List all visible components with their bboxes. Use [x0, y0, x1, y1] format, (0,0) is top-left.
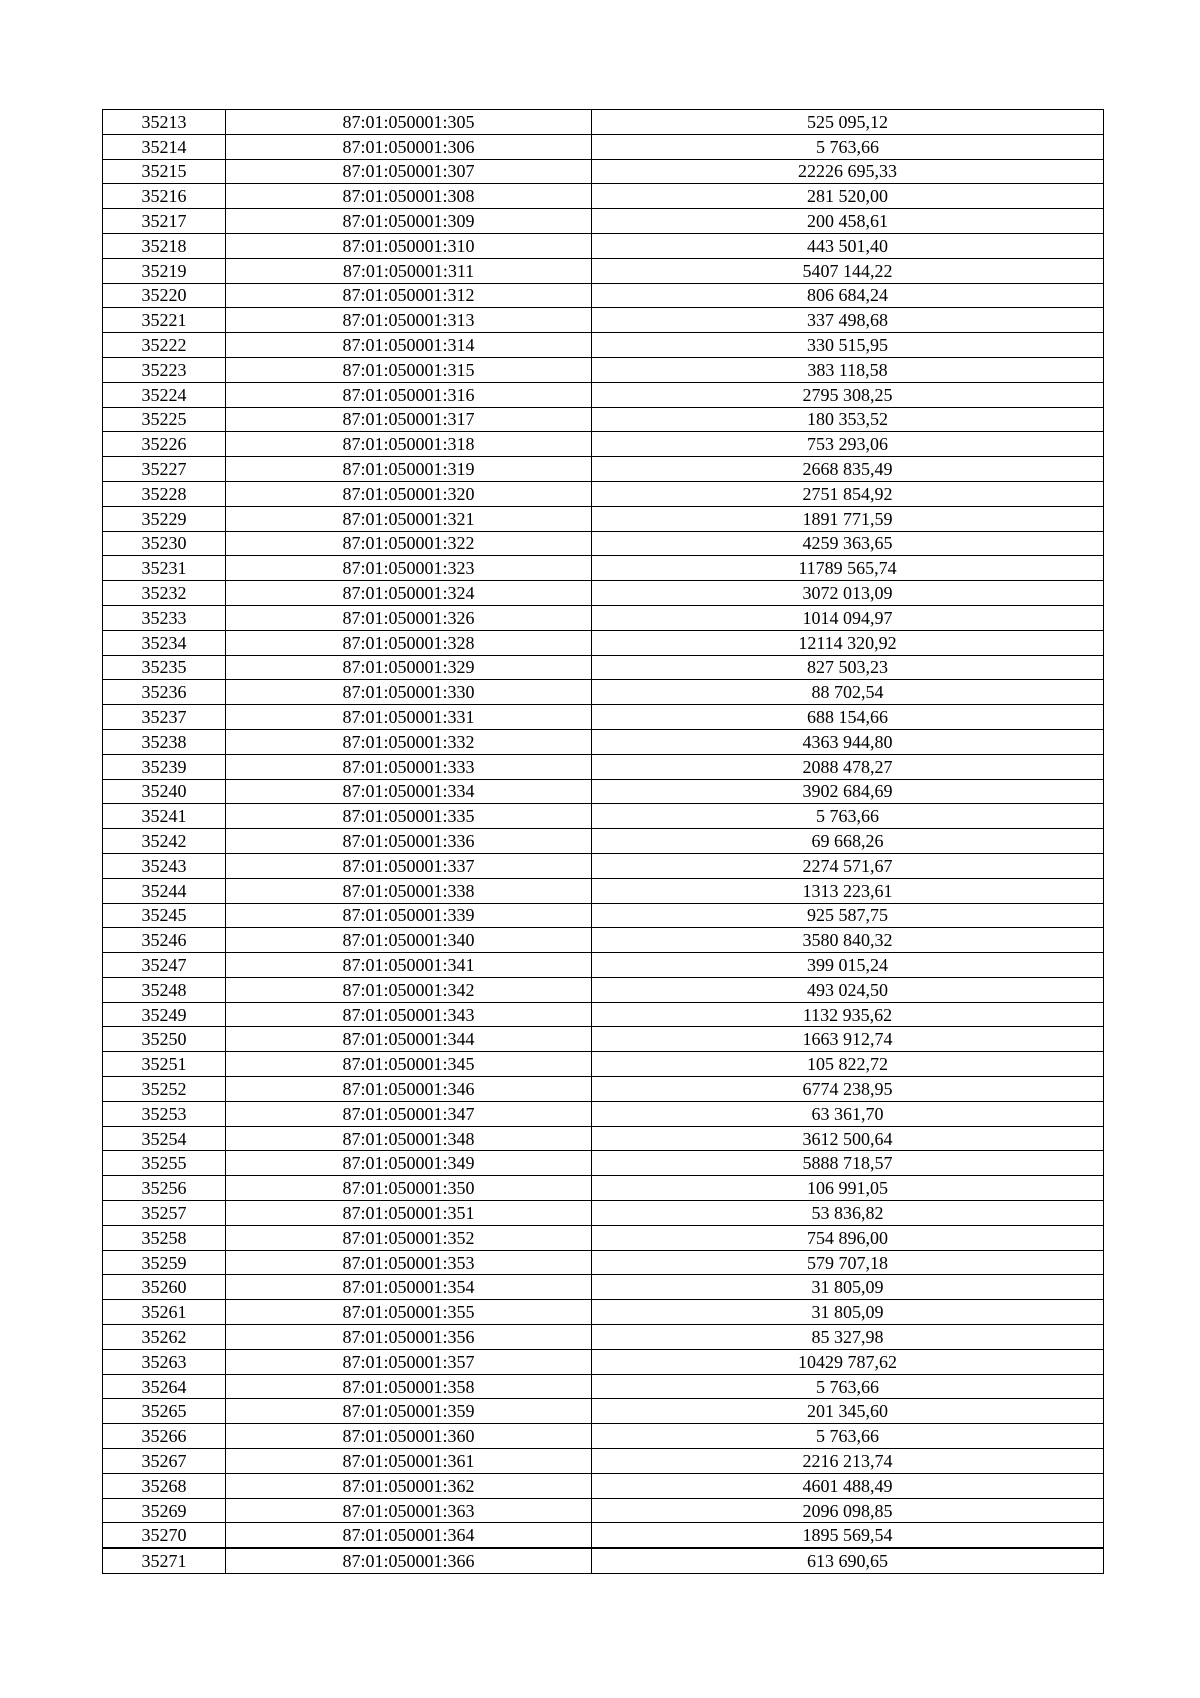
table-row — [103, 655, 1104, 680]
table-row — [103, 1052, 1104, 1077]
cadastral-value-cell: 12114 320,92 — [592, 630, 1104, 655]
table-row — [103, 1449, 1104, 1474]
cadastral-value-cell: 88 702,54 — [592, 680, 1104, 705]
row-number-cell: 35270 — [103, 1523, 226, 1548]
table-row — [103, 1201, 1104, 1226]
cadastral-number-cell: 87:01:050001:319 — [226, 457, 592, 482]
row-number-cell: 35223 — [103, 357, 226, 382]
cadastral-value-cell: 3072 013,09 — [592, 581, 1104, 606]
table-row — [103, 258, 1104, 283]
cadastral-value-cell: 1663 912,74 — [592, 1027, 1104, 1052]
row-number-cell: 35218 — [103, 233, 226, 258]
table-row — [103, 283, 1104, 308]
table-row — [103, 605, 1104, 630]
cadastral-number-cell: 87:01:050001:318 — [226, 432, 592, 457]
cadastral-number-cell: 87:01:050001:310 — [226, 233, 592, 258]
row-number-cell: 35232 — [103, 581, 226, 606]
row-number-cell: 35246 — [103, 928, 226, 953]
table-row — [103, 134, 1104, 159]
cadastral-number-cell: 87:01:050001:331 — [226, 705, 592, 730]
cadastral-number-cell: 87:01:050001:363 — [226, 1498, 592, 1523]
cadastral-number-cell: 87:01:050001:317 — [226, 407, 592, 432]
cadastral-number-cell: 87:01:050001:313 — [226, 308, 592, 333]
cadastral-number-cell: 87:01:050001:344 — [226, 1027, 592, 1052]
row-number-cell: 35234 — [103, 630, 226, 655]
cadastral-number-cell: 87:01:050001:350 — [226, 1176, 592, 1201]
cadastral-number-cell: 87:01:050001:362 — [226, 1473, 592, 1498]
cadastral-value-cell: 688 154,66 — [592, 705, 1104, 730]
table-row — [103, 1424, 1104, 1449]
cadastral-value-cell: 5 763,66 — [592, 1424, 1104, 1449]
cadastral-value-cell: 63 361,70 — [592, 1101, 1104, 1126]
cadastral-value-cell: 201 345,60 — [592, 1399, 1104, 1424]
row-number-cell: 35240 — [103, 779, 226, 804]
cadastral-number-cell: 87:01:050001:343 — [226, 1002, 592, 1027]
cadastral-value-cell: 281 520,00 — [592, 184, 1104, 209]
cadastral-value-cell: 200 458,61 — [592, 209, 1104, 234]
table-row — [103, 1126, 1104, 1151]
row-number-cell: 35251 — [103, 1052, 226, 1077]
table-row — [103, 779, 1104, 804]
table-row — [103, 1325, 1104, 1350]
cadastral-value-cell: 105 822,72 — [592, 1052, 1104, 1077]
cadastral-value-table — [102, 109, 1104, 1574]
row-number-cell: 35220 — [103, 283, 226, 308]
cadastral-number-cell: 87:01:050001:328 — [226, 630, 592, 655]
row-number-cell: 35224 — [103, 382, 226, 407]
cadastral-value-cell: 525 095,12 — [592, 110, 1104, 135]
row-number-cell: 35228 — [103, 481, 226, 506]
row-number-cell: 35257 — [103, 1201, 226, 1226]
table-row — [103, 680, 1104, 705]
table-row — [103, 556, 1104, 581]
cadastral-number-cell: 87:01:050001:342 — [226, 977, 592, 1002]
cadastral-number-cell: 87:01:050001:315 — [226, 357, 592, 382]
cadastral-value-cell: 2096 098,85 — [592, 1498, 1104, 1523]
row-number-cell: 35261 — [103, 1300, 226, 1325]
row-number-cell: 35269 — [103, 1498, 226, 1523]
row-number-cell: 35230 — [103, 531, 226, 556]
cadastral-number-cell: 87:01:050001:309 — [226, 209, 592, 234]
row-number-cell: 35263 — [103, 1349, 226, 1374]
cadastral-value-cell: 6774 238,95 — [592, 1077, 1104, 1102]
row-number-cell: 35244 — [103, 878, 226, 903]
cadastral-number-cell: 87:01:050001:361 — [226, 1449, 592, 1474]
table-row — [103, 333, 1104, 358]
row-number-cell: 35266 — [103, 1424, 226, 1449]
cadastral-number-cell: 87:01:050001:337 — [226, 853, 592, 878]
cadastral-number-cell: 87:01:050001:305 — [226, 110, 592, 135]
cadastral-value-cell: 383 118,58 — [592, 357, 1104, 382]
cadastral-number-cell: 87:01:050001:314 — [226, 333, 592, 358]
table-row — [103, 804, 1104, 829]
table-row — [103, 159, 1104, 184]
cadastral-number-cell: 87:01:050001:306 — [226, 134, 592, 159]
table-row — [103, 531, 1104, 556]
row-number-cell: 35249 — [103, 1002, 226, 1027]
row-number-cell: 35256 — [103, 1176, 226, 1201]
table-row — [103, 1349, 1104, 1374]
cadastral-value-cell: 31 805,09 — [592, 1275, 1104, 1300]
cadastral-number-cell: 87:01:050001:352 — [226, 1225, 592, 1250]
cadastral-value-cell: 827 503,23 — [592, 655, 1104, 680]
row-number-cell: 35265 — [103, 1399, 226, 1424]
row-number-cell: 35250 — [103, 1027, 226, 1052]
row-number-cell: 35239 — [103, 754, 226, 779]
cadastral-number-cell: 87:01:050001:348 — [226, 1126, 592, 1151]
table-row — [103, 432, 1104, 457]
cadastral-value-cell: 31 805,09 — [592, 1300, 1104, 1325]
cadastral-value-cell: 753 293,06 — [592, 432, 1104, 457]
table-row — [103, 1523, 1104, 1548]
cadastral-number-cell: 87:01:050001:360 — [226, 1424, 592, 1449]
row-number-cell: 35231 — [103, 556, 226, 581]
table-row — [103, 1225, 1104, 1250]
cadastral-number-cell: 87:01:050001:349 — [226, 1151, 592, 1176]
row-number-cell: 35253 — [103, 1101, 226, 1126]
cadastral-number-cell: 87:01:050001:366 — [226, 1548, 592, 1573]
row-number-cell: 35258 — [103, 1225, 226, 1250]
table-row — [103, 878, 1104, 903]
cadastral-number-cell: 87:01:050001:320 — [226, 481, 592, 506]
table-row — [103, 705, 1104, 730]
cadastral-number-cell: 87:01:050001:338 — [226, 878, 592, 903]
cadastral-number-cell: 87:01:050001:340 — [226, 928, 592, 953]
cadastral-value-cell: 2216 213,74 — [592, 1449, 1104, 1474]
table-row — [103, 853, 1104, 878]
cadastral-value-cell: 5 763,66 — [592, 134, 1104, 159]
cadastral-value-cell: 4363 944,80 — [592, 729, 1104, 754]
cadastral-number-cell: 87:01:050001:333 — [226, 754, 592, 779]
table-row — [103, 1101, 1104, 1126]
cadastral-number-cell: 87:01:050001:321 — [226, 506, 592, 531]
table-row — [103, 829, 1104, 854]
table-row — [103, 581, 1104, 606]
cadastral-number-cell: 87:01:050001:335 — [226, 804, 592, 829]
cadastral-number-cell: 87:01:050001:329 — [226, 655, 592, 680]
cadastral-value-cell: 613 690,65 — [592, 1548, 1104, 1573]
table-row — [103, 1002, 1104, 1027]
cadastral-value-cell: 5 763,66 — [592, 1374, 1104, 1399]
cadastral-number-cell: 87:01:050001:326 — [226, 605, 592, 630]
cadastral-number-cell: 87:01:050001:356 — [226, 1325, 592, 1350]
cadastral-value-cell: 5407 144,22 — [592, 258, 1104, 283]
cadastral-value-cell: 754 896,00 — [592, 1225, 1104, 1250]
row-number-cell: 35245 — [103, 903, 226, 928]
table-row — [103, 382, 1104, 407]
cadastral-value-cell: 180 353,52 — [592, 407, 1104, 432]
cadastral-number-cell: 87:01:050001:355 — [226, 1300, 592, 1325]
row-number-cell: 35214 — [103, 134, 226, 159]
cadastral-number-cell: 87:01:050001:332 — [226, 729, 592, 754]
row-number-cell: 35268 — [103, 1473, 226, 1498]
row-number-cell: 35254 — [103, 1126, 226, 1151]
cadastral-value-cell: 1132 935,62 — [592, 1002, 1104, 1027]
table-row — [103, 1399, 1104, 1424]
table-row — [103, 729, 1104, 754]
cadastral-value-cell: 3902 684,69 — [592, 779, 1104, 804]
cadastral-number-cell: 87:01:050001:353 — [226, 1250, 592, 1275]
cadastral-value-cell: 2274 571,67 — [592, 853, 1104, 878]
row-number-cell: 35215 — [103, 159, 226, 184]
cadastral-number-cell: 87:01:050001:312 — [226, 283, 592, 308]
table-row — [103, 481, 1104, 506]
table-row — [103, 457, 1104, 482]
row-number-cell: 35217 — [103, 209, 226, 234]
table-row — [103, 407, 1104, 432]
cadastral-value-cell: 106 991,05 — [592, 1176, 1104, 1201]
row-number-cell: 35237 — [103, 705, 226, 730]
table-row — [103, 1275, 1104, 1300]
cadastral-value-cell: 1891 771,59 — [592, 506, 1104, 531]
row-number-cell: 35271 — [103, 1548, 226, 1573]
row-number-cell: 35259 — [103, 1250, 226, 1275]
table-row — [103, 1498, 1104, 1523]
cadastral-value-cell: 4259 363,65 — [592, 531, 1104, 556]
cadastral-value-cell: 2795 308,25 — [592, 382, 1104, 407]
cadastral-value-cell: 399 015,24 — [592, 953, 1104, 978]
row-number-cell: 35262 — [103, 1325, 226, 1350]
row-number-cell: 35221 — [103, 308, 226, 333]
cadastral-value-cell: 443 501,40 — [592, 233, 1104, 258]
row-number-cell: 35213 — [103, 110, 226, 135]
row-number-cell: 35248 — [103, 977, 226, 1002]
table-row — [103, 754, 1104, 779]
cadastral-value-cell: 806 684,24 — [592, 283, 1104, 308]
row-number-cell: 35243 — [103, 853, 226, 878]
row-number-cell: 35233 — [103, 605, 226, 630]
cadastral-value-cell: 2088 478,27 — [592, 754, 1104, 779]
table-row — [103, 110, 1104, 135]
table-row — [103, 1151, 1104, 1176]
table-row — [103, 233, 1104, 258]
cadastral-number-cell: 87:01:050001:339 — [226, 903, 592, 928]
row-number-cell: 35226 — [103, 432, 226, 457]
cadastral-number-cell: 87:01:050001:346 — [226, 1077, 592, 1102]
row-number-cell: 35241 — [103, 804, 226, 829]
row-number-cell: 35260 — [103, 1275, 226, 1300]
row-number-cell: 35242 — [103, 829, 226, 854]
cadastral-value-cell: 69 668,26 — [592, 829, 1104, 854]
table-row — [103, 1548, 1104, 1573]
row-number-cell: 35247 — [103, 953, 226, 978]
row-number-cell: 35235 — [103, 655, 226, 680]
row-number-cell: 35238 — [103, 729, 226, 754]
row-number-cell: 35219 — [103, 258, 226, 283]
cadastral-value-cell: 5888 718,57 — [592, 1151, 1104, 1176]
cadastral-number-cell: 87:01:050001:316 — [226, 382, 592, 407]
cadastral-number-cell: 87:01:050001:341 — [226, 953, 592, 978]
cadastral-value-cell: 337 498,68 — [592, 308, 1104, 333]
cadastral-value-cell: 10429 787,62 — [592, 1349, 1104, 1374]
cadastral-number-cell: 87:01:050001:364 — [226, 1523, 592, 1548]
cadastral-value-cell: 85 327,98 — [592, 1325, 1104, 1350]
cadastral-number-cell: 87:01:050001:308 — [226, 184, 592, 209]
cadastral-value-cell: 2751 854,92 — [592, 481, 1104, 506]
row-number-cell: 35222 — [103, 333, 226, 358]
table-row — [103, 928, 1104, 953]
table-row — [103, 209, 1104, 234]
cadastral-number-cell: 87:01:050001:347 — [226, 1101, 592, 1126]
cadastral-value-cell: 493 024,50 — [592, 977, 1104, 1002]
cadastral-value-cell: 1313 223,61 — [592, 878, 1104, 903]
table-row — [103, 1027, 1104, 1052]
table-body — [103, 110, 1104, 1574]
cadastral-value-cell: 1014 094,97 — [592, 605, 1104, 630]
table-row — [103, 1077, 1104, 1102]
cadastral-number-cell: 87:01:050001:358 — [226, 1374, 592, 1399]
table-row — [103, 1176, 1104, 1201]
table-row — [103, 308, 1104, 333]
row-number-cell: 35252 — [103, 1077, 226, 1102]
table-row — [103, 1300, 1104, 1325]
table-row — [103, 1250, 1104, 1275]
row-number-cell: 35255 — [103, 1151, 226, 1176]
cadastral-value-cell: 53 836,82 — [592, 1201, 1104, 1226]
cadastral-value-cell: 11789 565,74 — [592, 556, 1104, 581]
cadastral-number-cell: 87:01:050001:351 — [226, 1201, 592, 1226]
table-row — [103, 184, 1104, 209]
cadastral-value-cell: 22226 695,33 — [592, 159, 1104, 184]
cadastral-value-cell: 2668 835,49 — [592, 457, 1104, 482]
row-number-cell: 35264 — [103, 1374, 226, 1399]
cadastral-number-cell: 87:01:050001:324 — [226, 581, 592, 606]
cadastral-number-cell: 87:01:050001:336 — [226, 829, 592, 854]
cadastral-number-cell: 87:01:050001:323 — [226, 556, 592, 581]
cadastral-number-cell: 87:01:050001:354 — [226, 1275, 592, 1300]
cadastral-number-cell: 87:01:050001:322 — [226, 531, 592, 556]
cadastral-value-cell: 3612 500,64 — [592, 1126, 1104, 1151]
cadastral-value-cell: 330 515,95 — [592, 333, 1104, 358]
cadastral-number-cell: 87:01:050001:345 — [226, 1052, 592, 1077]
row-number-cell: 35227 — [103, 457, 226, 482]
cadastral-value-cell: 4601 488,49 — [592, 1473, 1104, 1498]
row-number-cell: 35225 — [103, 407, 226, 432]
cadastral-value-cell: 3580 840,32 — [592, 928, 1104, 953]
row-number-cell: 35267 — [103, 1449, 226, 1474]
cadastral-value-cell: 579 707,18 — [592, 1250, 1104, 1275]
cadastral-value-cell: 5 763,66 — [592, 804, 1104, 829]
table-row — [103, 903, 1104, 928]
table-row — [103, 1374, 1104, 1399]
table-row — [103, 977, 1104, 1002]
table-row — [103, 953, 1104, 978]
cadastral-number-cell: 87:01:050001:359 — [226, 1399, 592, 1424]
table-row — [103, 506, 1104, 531]
row-number-cell: 35216 — [103, 184, 226, 209]
cadastral-number-cell: 87:01:050001:307 — [226, 159, 592, 184]
table-row — [103, 1473, 1104, 1498]
cadastral-number-cell: 87:01:050001:311 — [226, 258, 592, 283]
cadastral-number-cell: 87:01:050001:330 — [226, 680, 592, 705]
cadastral-value-cell: 1895 569,54 — [592, 1523, 1104, 1548]
cadastral-value-cell: 925 587,75 — [592, 903, 1104, 928]
cadastral-number-cell: 87:01:050001:357 — [226, 1349, 592, 1374]
row-number-cell: 35236 — [103, 680, 226, 705]
cadastral-number-cell: 87:01:050001:334 — [226, 779, 592, 804]
table-row — [103, 630, 1104, 655]
row-number-cell: 35229 — [103, 506, 226, 531]
table-row — [103, 357, 1104, 382]
